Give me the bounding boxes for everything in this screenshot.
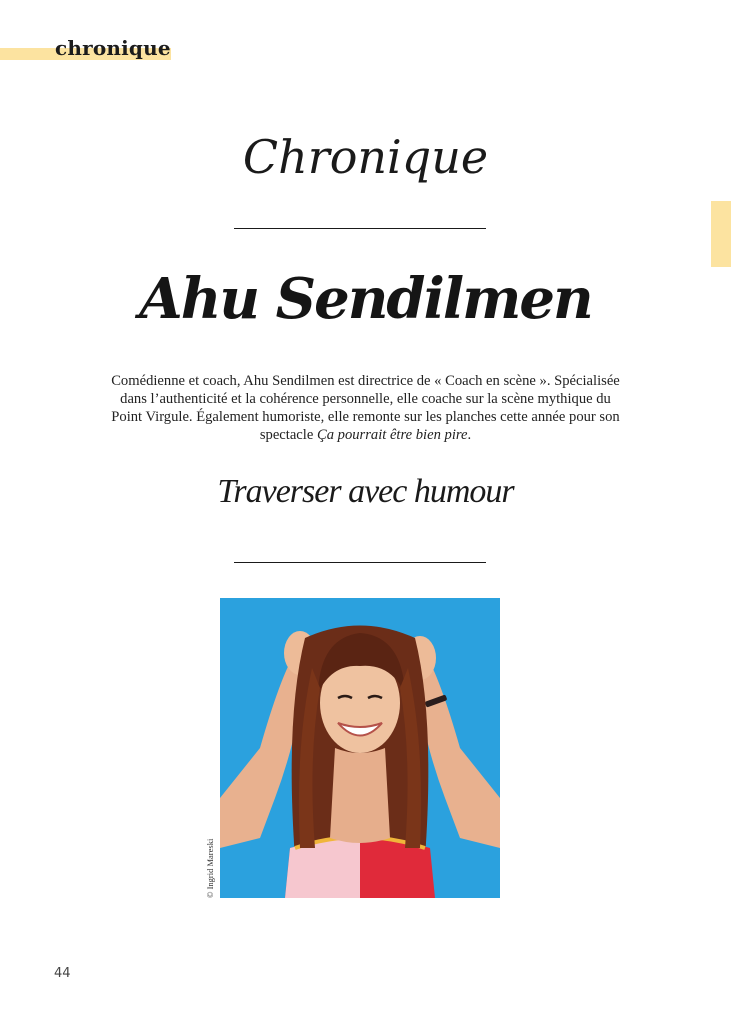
author-title: Ahu Sendilmen <box>139 266 592 332</box>
photo-credit: © Ingrid Mareski <box>205 838 215 898</box>
show-title: Ça pourrait être bien pire <box>316 427 468 443</box>
side-tab-marker <box>711 201 731 267</box>
article-kicker: Chronique <box>242 130 489 184</box>
section-tag <box>0 36 171 64</box>
bio-text: spectacle <box>259 427 317 443</box>
portrait-illustration <box>220 598 500 898</box>
divider-bottom <box>234 562 486 563</box>
divider-top <box>234 228 486 229</box>
bio-line: Point Virgule. Également humoriste, elle remonte sur les planches cette année pour son <box>111 409 620 425</box>
bio-text: . <box>467 427 472 443</box>
bio-line: Comédienne et coach, Ahu Sendilmen est directrice de « Coach en scène ». Spécialisée <box>111 373 620 389</box>
section-tag-label: chronique <box>55 36 171 60</box>
author-bio <box>108 372 623 444</box>
page-number: 44 <box>54 966 71 981</box>
author-photo <box>220 598 500 898</box>
article-subtitle: Traverser avec humour <box>217 473 514 510</box>
bio-line <box>108 426 623 444</box>
bio-line: dans l’authenticité et la cohérence personnelle, elle coache sur la scène mythique du <box>120 391 611 407</box>
